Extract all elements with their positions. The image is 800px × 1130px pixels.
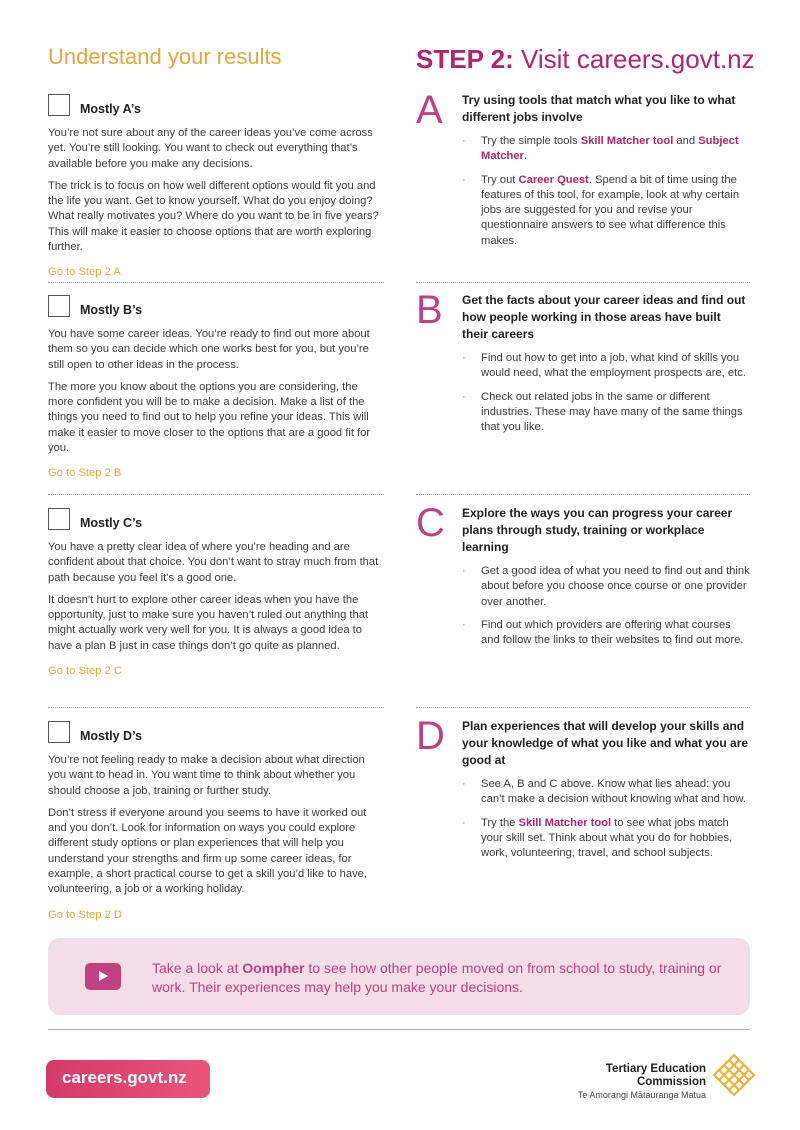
page-title-left: Understand your results (48, 44, 282, 69)
oompher-link[interactable]: Oompher (242, 960, 305, 976)
paragraph: You’re not sure about any of the career ideas you’ve come across yet. You’re still looking. You want to check out everything that’s available before you make any decisions. (48, 127, 373, 170)
divider (416, 707, 750, 708)
paragraph: It doesn’t hurt to explore other career ideas when you have the opportunity, just to make sure you haven’t ruled out anything that might actually work very well for you. It is always a good idea to have a plan B just in case things don’t go quite as planned. (48, 593, 369, 652)
paragraph: The trick is to focus on how well different options would fit you and the life you want. Get to know yourself. What do you enjoy doing? What really motivates you? Where do you want to be in five years? This will make it easier to choose options that are worth exploring further. (48, 179, 379, 254)
oompher-banner (48, 938, 750, 1015)
section-heading: Try using tools that match what you like to what different jobs involve (462, 93, 736, 124)
divider (416, 282, 750, 283)
site-label: careers.govt.nz (62, 1068, 187, 1087)
bullet-item: · Find out which providers are offering what courses and follow the links to their websites to find out more. (462, 618, 750, 649)
result-section-b (48, 291, 384, 479)
footer-divider (48, 1029, 750, 1030)
play-icon[interactable] (85, 963, 121, 990)
section-heading: Explore the ways you can progress your career plans through study, training or workplace learning (462, 506, 733, 554)
step-title-text: Visit careers.govt.nz (513, 44, 755, 74)
paragraph: You’re not feeling ready to make a decision about what direction you want to head in. You want time to think about whether you should choose a job, training or further study. (48, 754, 365, 797)
letter-d: D (416, 714, 445, 758)
section-label: Mostly C’s (80, 516, 143, 530)
step-section-a (416, 88, 750, 257)
skill-matcher-link[interactable]: Skill Matcher tool (518, 816, 612, 829)
section-label: Mostly D’s (80, 729, 143, 743)
bullet-item: · Try the simple tools Skill Matcher tool and Subject Matcher. (462, 134, 750, 165)
goto-step-2a-link[interactable]: Go to Step 2 A (48, 266, 121, 279)
tec-logo-icon (712, 1053, 756, 1097)
section-heading: Get the facts about your career ideas and find out how people working in those areas have built their careers (462, 293, 746, 341)
goto-step-2c-link[interactable]: Go to Step 2 C (48, 665, 123, 678)
result-section-a (48, 90, 384, 278)
result-section-d (48, 717, 384, 921)
paragraph: You have some career ideas. You’re ready to find out more about them so you can decide which one works best for you, but you’re still open to other ideas in the process. (48, 328, 370, 371)
skill-matcher-link[interactable]: Skill Matcher tool (580, 135, 674, 147)
checkbox-mostly-c[interactable] (48, 508, 70, 530)
paragraph: The more you know about the options you are considering, the more confident you will be to make a decision. Make a list of the things you need to find out to help you refine your ideas. This will make it easier to move closer to the options that are a good fit for you. (48, 380, 371, 455)
bullet-item: · Get a good idea of what you need to find out and think about before you choose once course or one provider over another. (462, 564, 750, 610)
letter-b: B (416, 288, 443, 332)
bullet-item: · Check out related jobs in the same or different industries. These may have many of the same things that you like. (462, 390, 750, 436)
checkbox-mostly-d[interactable] (48, 721, 70, 743)
goto-step-2d-link[interactable]: Go to Step 2 D (48, 908, 123, 921)
step-section-b (416, 288, 750, 443)
goto-step-2b-link[interactable]: Go to Step 2 B (48, 467, 122, 480)
bullet-item: · Try out Career Quest. Spend a bit of time using the features of this tool, for example, look at why certain jobs are suggested for you and revise your questionnaire answers to see what difference this makes. (462, 173, 750, 249)
subject-matcher-link[interactable]: Subject Matcher (481, 135, 739, 163)
divider (48, 707, 384, 708)
divider (416, 494, 750, 495)
bullet-item: · Find out how to get into a job, what kind of skills you would need, what the employment prospects are, etc. (462, 351, 750, 382)
section-heading: Plan experiences that will develop your skills and your knowledge of what you like and what you are good at (462, 719, 749, 767)
tec-org-subtitle: Te Amorangi Mātauranga Matua (577, 1090, 706, 1100)
result-section-c (48, 504, 384, 677)
checkbox-mostly-a[interactable] (48, 94, 70, 116)
section-label: Mostly A’s (80, 102, 141, 116)
divider (48, 282, 384, 283)
paragraph: You have a pretty clear idea of where you’re heading and are confident about that choice. You don’t want to stray much from that path because you feel it’s a good one. (48, 541, 379, 584)
step-label: STEP 2: (416, 44, 514, 74)
page-title-right (416, 44, 755, 75)
bullet-item: · Try the Skill Matcher tool to see what jobs match your skill set. Think about what you do for hobbies, work, volunteering, travel, and school subjects. (462, 816, 750, 862)
paragraph: Don’t stress if everyone around you seems to have it worked out and you don’t. Look for information on ways you could explore different study options or plan experiences that will help you understand your strengths and firm up some career ideas, for example, a short practical course to get a skill you’d like to have, volunteering, a job or a working holiday. (48, 806, 368, 896)
banner-text: Take a look at Oompher to see how other people moved on from school to study, training or work. Their experiences may help you make your decisions. (152, 960, 722, 995)
letter-c: C (416, 501, 445, 545)
divider (48, 494, 384, 495)
tec-org-name: Tertiary Education Commission (605, 1063, 706, 1088)
careers-site-badge[interactable] (46, 1060, 210, 1098)
step-section-d (416, 714, 750, 869)
step-section-c (416, 501, 750, 656)
checkbox-mostly-b[interactable] (48, 295, 70, 317)
section-label: Mostly B’s (80, 303, 143, 317)
career-quest-link[interactable]: Career Quest (518, 173, 589, 186)
bullet-item: · See A, B and C above. Know what lies ahead: you can’t make a decision without knowing what and how. (462, 777, 750, 808)
letter-a: A (416, 88, 443, 132)
